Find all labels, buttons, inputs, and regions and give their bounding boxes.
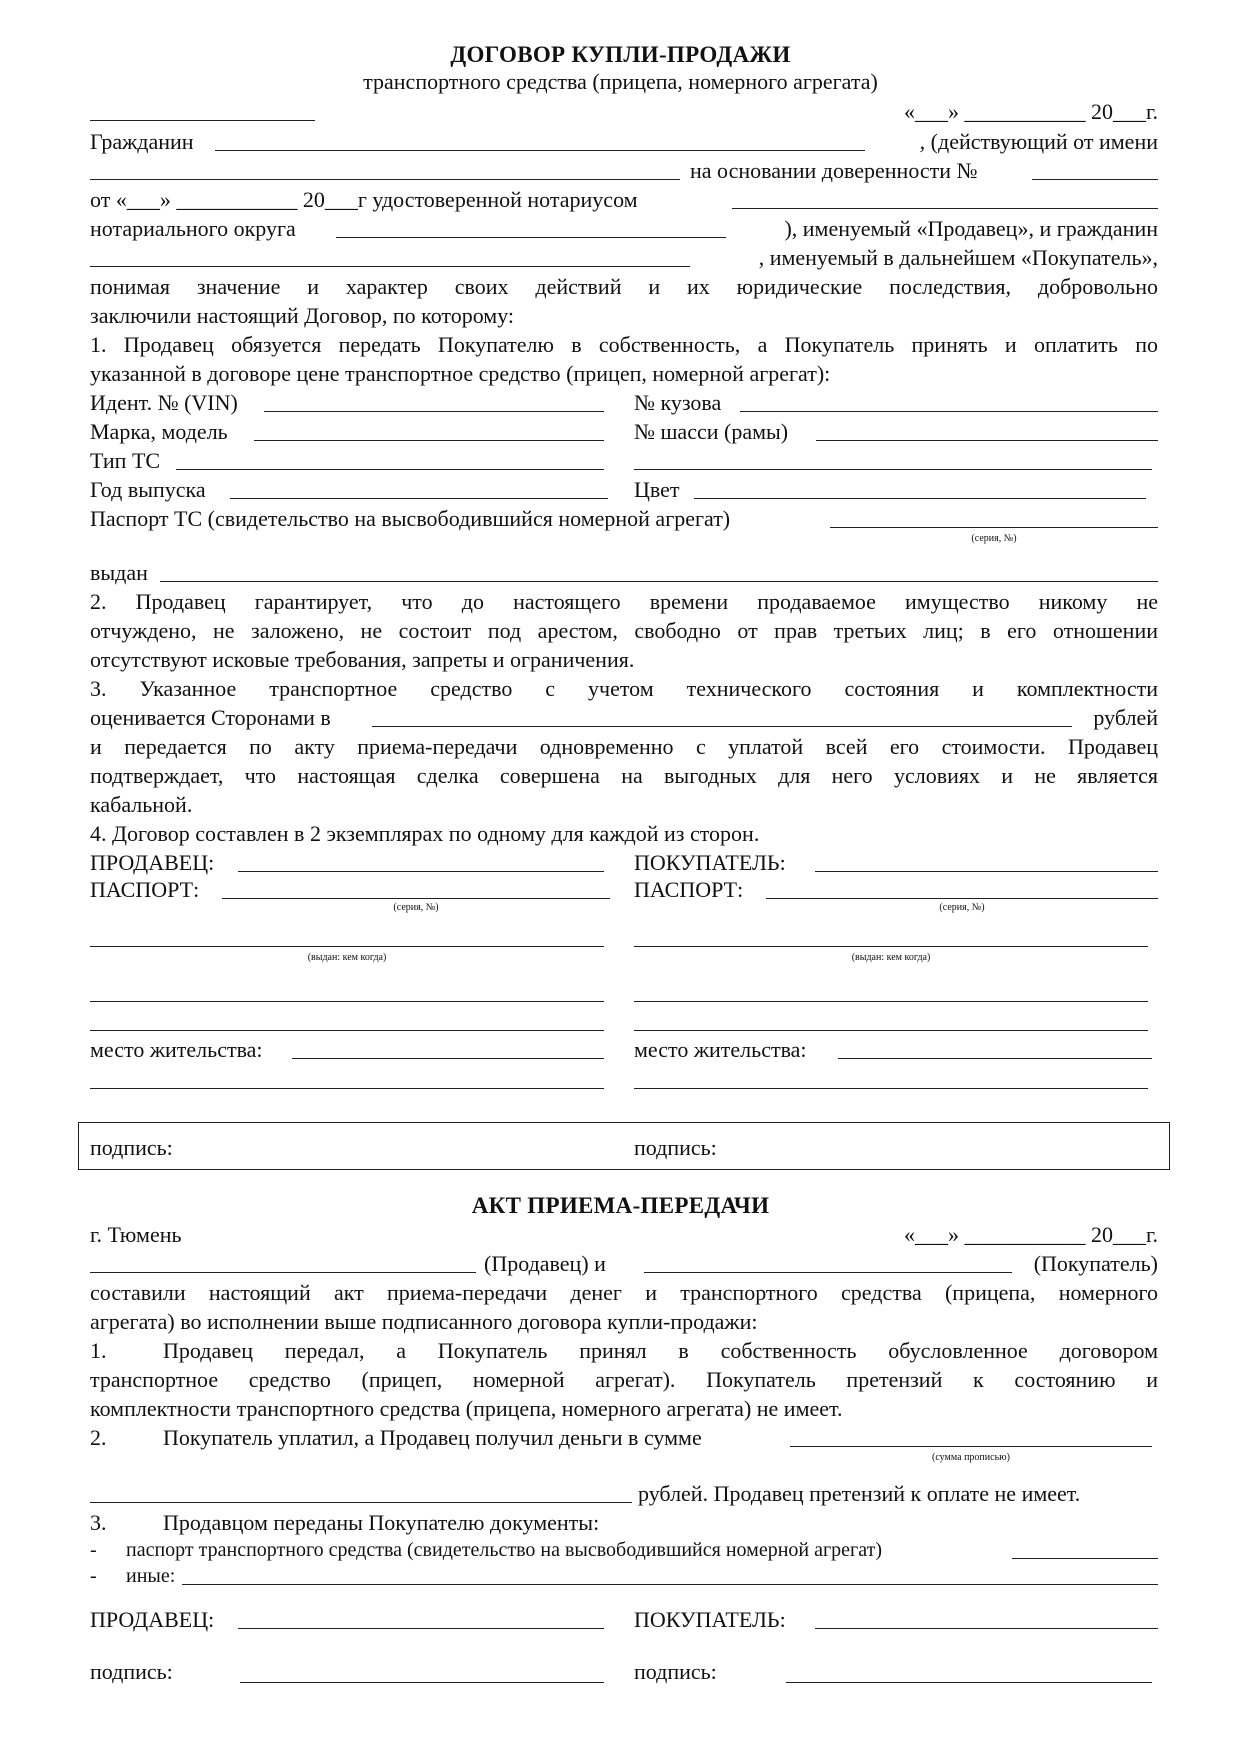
poa-date: от «___» ___________ 20___г удостоверенной нотариусом — [90, 187, 638, 212]
doc-passport-text: паспорт транспортного средства (свидетельство на высвободившийся номерной агрегат) — [126, 1539, 883, 1561]
preamble-line-2: заключили настоящий Договор, по которому: — [90, 303, 515, 328]
doc-passport-field[interactable] — [1012, 1558, 1158, 1559]
act-seller-signature-field[interactable] — [240, 1682, 604, 1683]
clause-3-line-5: кабальной. — [90, 792, 193, 817]
buyer-issued-field[interactable] — [634, 946, 1148, 947]
color-field[interactable] — [694, 498, 1146, 499]
doc-dash-2: - — [90, 1565, 97, 1587]
make-model-field[interactable] — [254, 440, 604, 441]
named-seller: ), именуемый «Продавец», и гражданин — [784, 216, 1158, 241]
price-field[interactable] — [372, 726, 1072, 727]
doc-other-label: иные: — [126, 1565, 176, 1587]
poa-label: на основании доверенности № — [690, 158, 978, 183]
act-item-1-line-1: Продавец передал, а Покупатель принял в собственность обусловленное договором — [163, 1338, 1158, 1363]
contract-title: ДОГОВОР КУПЛИ-ПРОДАЖИ — [450, 42, 791, 67]
buyer-label: ПОКУПАТЕЛЬ: — [634, 850, 786, 875]
seller-residence-field[interactable] — [292, 1058, 604, 1059]
citizen-label: Гражданин — [90, 129, 194, 154]
act-item-1-number: 1. — [90, 1338, 107, 1363]
passport-ts-caption: (серия, №) — [971, 533, 1017, 544]
notary-name-field[interactable] — [732, 208, 1158, 209]
buyer-name-field[interactable] — [90, 266, 690, 267]
citizen-name-field[interactable] — [215, 150, 865, 151]
act-item-3-number: 3. — [90, 1510, 107, 1535]
notary-district-field[interactable] — [336, 237, 726, 238]
clause-3-rubles: рублей — [1093, 705, 1158, 730]
vehicle-type-field[interactable] — [176, 469, 604, 470]
signature-box — [78, 1122, 1170, 1170]
act-amount-caption: (сумма прописью) — [932, 1452, 1010, 1463]
clause-2-line-3: отсутствуют исковые требования, запреты и ограничения. — [90, 647, 635, 672]
act-seller-field[interactable] — [238, 1628, 604, 1629]
clause-4: 4. Договор составлен в 2 экземплярах по одному для каждой из сторон. — [90, 821, 760, 846]
preamble-line-1: понимая значение и характер своих действий и их юридические последствия, добровольно — [90, 274, 1158, 299]
seller-passport-field[interactable] — [222, 898, 610, 899]
body-number-label: № кузова — [634, 390, 722, 415]
buyer-extra-line-2[interactable] — [634, 1030, 1148, 1031]
act-item-2-number: 2. — [90, 1425, 107, 1450]
seller-issued-field[interactable] — [90, 946, 604, 947]
buyer-extra-line-1[interactable] — [634, 1001, 1148, 1002]
act-item-3-text: Продавцом переданы Покупателю документы: — [163, 1510, 600, 1535]
act-seller-name-field[interactable] — [90, 1272, 476, 1273]
clause-3-line-1: 3. Указанное транспортное средство с учетом технического состояния и комплектности — [90, 676, 1158, 701]
act-buyer-signature-field[interactable] — [786, 1682, 1152, 1683]
act-intro-line-2: агрегата) во исполнении выше подписанного договора купли-продажи: — [90, 1309, 758, 1334]
buyer-issued-caption: (выдан: кем когда) — [851, 952, 931, 963]
clause-1-line-2: указанной в договоре цене транспортное средство (прицеп, номерной агрегат): — [90, 361, 831, 386]
buyer-name-field-signature[interactable] — [815, 871, 1158, 872]
seller-label: ПРОДАВЕЦ: — [90, 850, 215, 875]
vin-field[interactable] — [264, 411, 604, 412]
act-buyer-signature-label: подпись: — [634, 1659, 717, 1684]
clause-2-line-2: отчуждено, не заложено, не состоит под арестом, свободно от прав третьих лиц; в его отношении — [90, 618, 1158, 643]
chassis-label: № шасси (рамы) — [634, 419, 789, 444]
contract-subtitle: транспортного средства (прицепа, номерного агрегата) — [363, 69, 878, 94]
clause-3-line-3: и передается по акту приема-передачи одновременно с уплатой всей его стоимости. Продавец — [90, 734, 1158, 759]
seller-passport-label: ПАСПОРТ: — [90, 877, 200, 902]
doc-other-field[interactable] — [182, 1584, 1158, 1585]
act-rubles-no-claims: рублей. Продавец претензий к оплате не имеет. — [638, 1481, 1081, 1506]
passport-ts-label: Паспорт ТС (свидетельство на высвободившийся номерной агрегат) — [90, 506, 731, 531]
act-item-1-line-2: транспортное средство (прицеп, номерной агрегат). Покупатель претензий к состоянию и — [90, 1367, 1158, 1392]
body-number-field[interactable] — [740, 411, 1158, 412]
act-city: г. Тюмень — [90, 1222, 182, 1247]
act-item-1-line-3: комплектности транспортного средства (прицепа, номерного агрегата) не имеет. — [90, 1396, 843, 1421]
buyer-residence-line-2[interactable] — [634, 1088, 1148, 1089]
extra-vehicle-field[interactable] — [634, 469, 1152, 470]
passport-ts-field[interactable] — [830, 527, 1158, 528]
buyer-passport-label: ПАСПОРТ: — [634, 877, 744, 902]
seller-signature-label: подпись: — [90, 1135, 173, 1160]
seller-residence-line-2[interactable] — [90, 1088, 604, 1089]
seller-extra-line-2[interactable] — [90, 1030, 604, 1031]
act-seller-label: ПРОДАВЕЦ: — [90, 1607, 215, 1632]
act-buyer-field[interactable] — [815, 1628, 1158, 1629]
vin-label: Идент. № (VIN) — [90, 390, 238, 415]
act-item-2-text: Покупатель уплатил, а Продавец получил деньги в сумме — [163, 1425, 702, 1450]
act-seller-and: (Продавец) и — [484, 1251, 606, 1276]
act-amount-words-field[interactable] — [90, 1502, 632, 1503]
chassis-field[interactable] — [816, 440, 1158, 441]
clause-3-line-2: оценивается Сторонами в — [90, 705, 331, 730]
doc-dash-1: - — [90, 1539, 97, 1561]
notary-district-label: нотариального округа — [90, 216, 296, 241]
seller-name-field[interactable] — [238, 871, 604, 872]
buyer-passport-field[interactable] — [766, 898, 1158, 899]
act-title: АКТ ПРИЕМА-ПЕРЕДАЧИ — [471, 1193, 770, 1218]
buyer-residence-field[interactable] — [838, 1058, 1152, 1059]
issued-by-field[interactable] — [160, 581, 1158, 582]
acting-on-behalf: , (действующий от имени — [919, 129, 1158, 154]
clause-3-line-4: подтверждает, что настоящая сделка совершена на выгодных для него условиях и не является — [90, 763, 1158, 788]
year-field[interactable] — [230, 498, 608, 499]
color-label: Цвет — [634, 477, 680, 502]
make-model-label: Марка, модель — [90, 419, 228, 444]
year-label: Год выпуска — [90, 477, 206, 502]
issued-label: выдан — [90, 560, 148, 585]
seller-extra-line-1[interactable] — [90, 1001, 604, 1002]
principal-name-field[interactable] — [90, 179, 680, 180]
act-intro-line-1: составили настоящий акт приема-передачи денег и транспортного средства (прицепа, номерного — [90, 1280, 1158, 1305]
buyer-signature-label: подпись: — [634, 1135, 717, 1160]
act-seller-signature-label: подпись: — [90, 1659, 173, 1684]
buyer-series-caption: (серия, №) — [939, 902, 985, 913]
seller-series-caption: (серия, №) — [393, 902, 439, 913]
act-buyer-paren: (Покупатель) — [1033, 1251, 1158, 1276]
seller-residence-label: место жительства: — [90, 1037, 263, 1062]
seller-issued-caption: (выдан: кем когда) — [307, 952, 387, 963]
act-buyer-name-field[interactable] — [644, 1272, 1012, 1273]
contract-date: «___» ___________ 20___г. — [903, 99, 1158, 124]
buyer-residence-label: место жительства: — [634, 1037, 807, 1062]
act-buyer-label: ПОКУПАТЕЛЬ: — [634, 1607, 786, 1632]
act-date: «___» ___________ 20___г. — [903, 1222, 1158, 1247]
clause-1-line-1: 1. Продавец обязуется передать Покупателю в собственность, а Покупатель принять и оплатить по — [90, 332, 1158, 357]
named-buyer: , именуемый в дальнейшем «Покупатель», — [758, 245, 1158, 270]
act-amount-field[interactable] — [790, 1446, 1152, 1447]
poa-number-field[interactable] — [1032, 179, 1158, 180]
clause-2-line-1: 2. Продавец гарантирует, что до настоящего времени продаваемое имущество никому не — [90, 589, 1158, 614]
vehicle-type-label: Тип ТС — [90, 448, 161, 473]
place-field[interactable] — [90, 120, 315, 121]
